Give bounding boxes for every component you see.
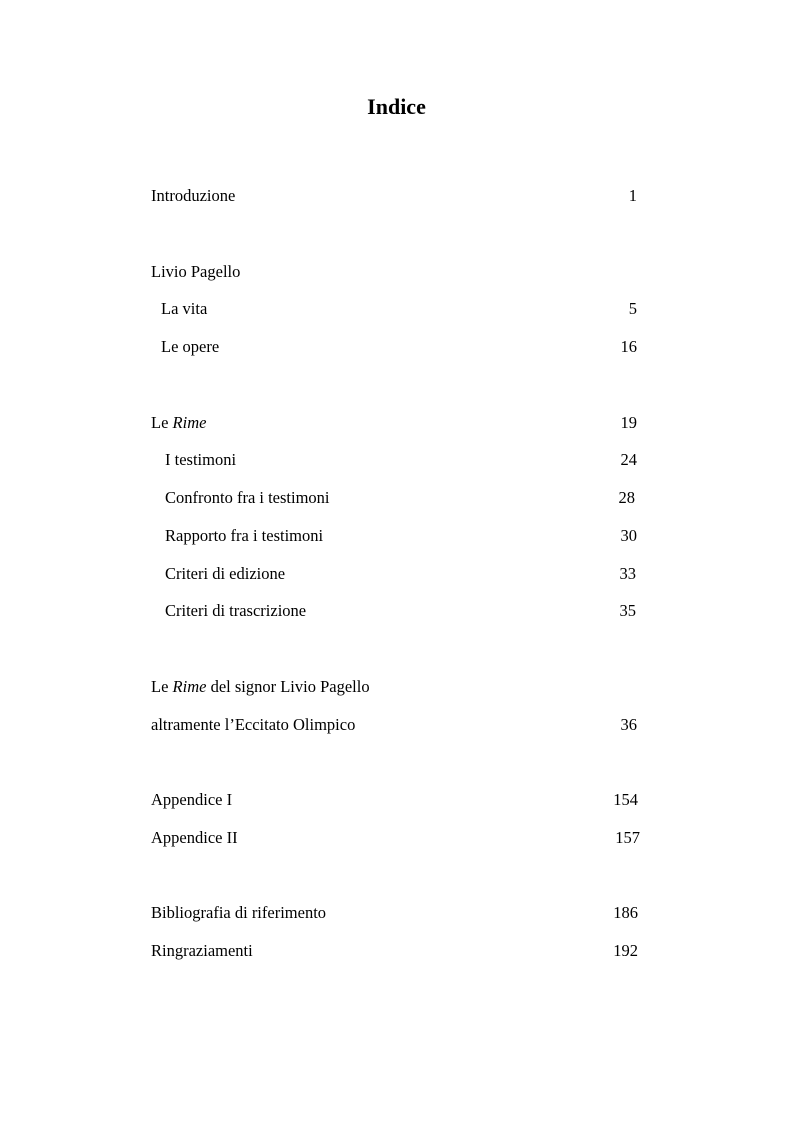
page-title: Indice (367, 94, 426, 119)
toc-entry-label-italic: Rime (172, 413, 207, 432)
toc-entry-label: altramente l’Eccitato Olimpico (151, 715, 356, 734)
toc-entry-label: Confronto fra i testimoni (165, 488, 330, 507)
toc-entry-page: 28 (618, 488, 635, 507)
toc-entry-page: 19 (620, 413, 637, 432)
toc-entry-page: 154 (613, 790, 638, 809)
toc-entry-page: 5 (628, 299, 637, 318)
toc-entry-page: 36 (620, 715, 637, 734)
toc-entry-page: 33 (619, 564, 636, 583)
toc-entry-page: 192 (613, 941, 638, 960)
toc-entry-label (151, 677, 370, 697)
toc-entry-label-suffix: del signor Livio Pagello (206, 677, 370, 696)
toc-entry-page: 24 (620, 450, 637, 469)
toc-entry-label: Criteri di trascrizione (165, 601, 307, 620)
toc-entry-page: 1 (628, 186, 637, 205)
toc-entry-label: Le opere (161, 337, 220, 356)
toc-entry-page: 16 (620, 337, 637, 356)
toc-entry-page: 157 (615, 828, 640, 847)
toc-entry-label: Introduzione (151, 186, 236, 205)
toc-entry-page: 30 (620, 526, 637, 545)
toc-entry-label: I testimoni (165, 450, 237, 469)
toc-entry-label: Criteri di edizione (165, 564, 286, 583)
toc-entry-page: 186 (613, 903, 638, 922)
toc-entry-label-italic: Rime (172, 677, 207, 696)
toc-entry-label-prefix: Le (151, 677, 173, 696)
toc-entry-label: Livio Pagello (151, 262, 241, 281)
toc-entry-page: 35 (619, 601, 636, 620)
toc-entry-label-prefix: Le (151, 413, 173, 432)
toc-entry-label: Appendice I (151, 790, 233, 809)
toc-entry-label: Appendice II (151, 828, 238, 847)
toc-entry-label (151, 413, 206, 433)
toc-entry-label: Ringraziamenti (151, 941, 253, 960)
toc-entry-label: Rapporto fra i testimoni (165, 526, 324, 545)
toc-entry-label: Bibliografia di riferimento (151, 903, 327, 922)
toc-entry-label: La vita (161, 299, 208, 318)
